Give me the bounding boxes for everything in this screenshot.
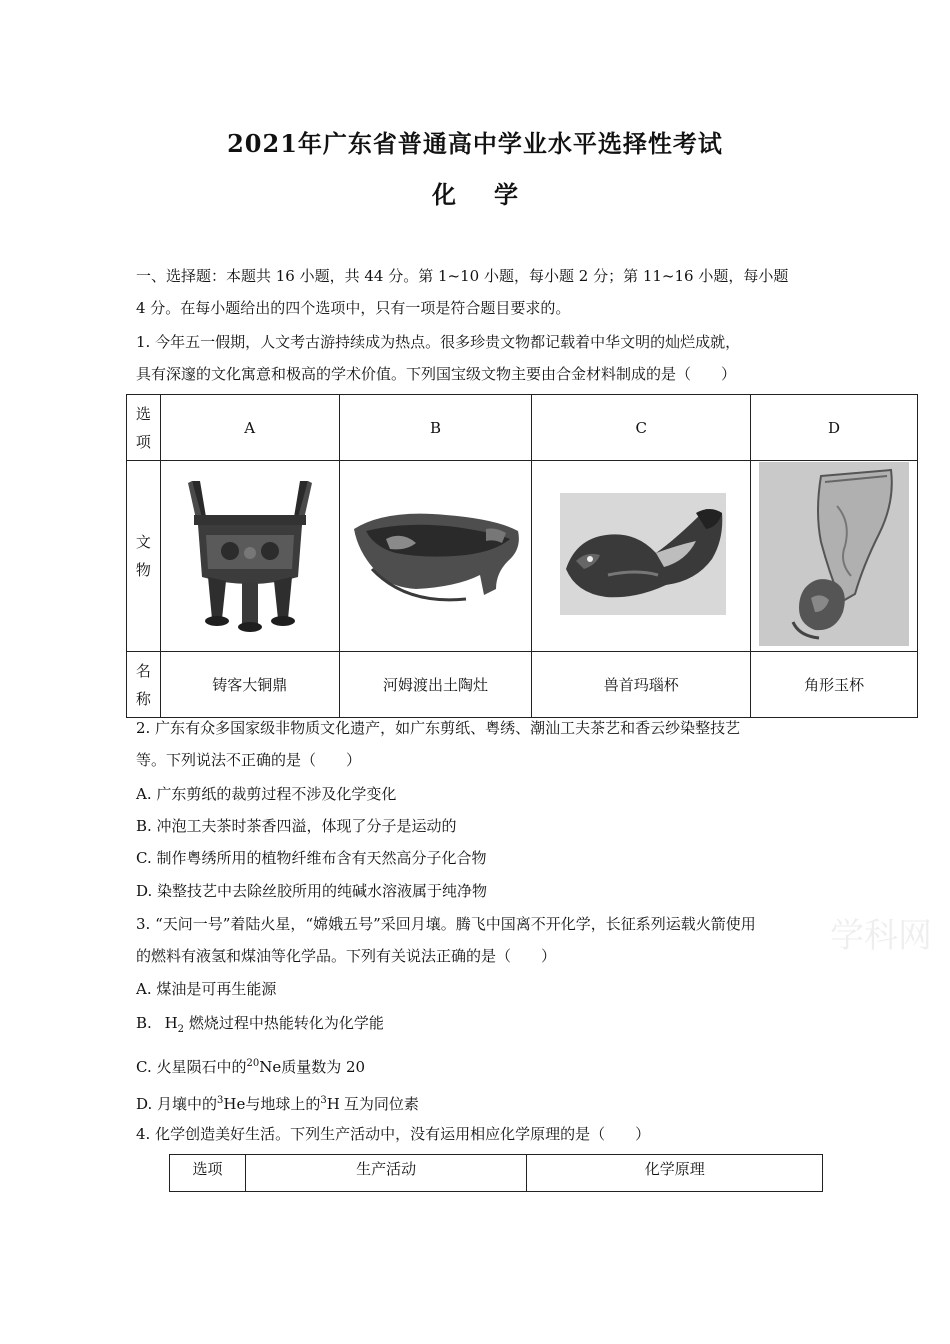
- element-symbol: He: [223, 1095, 246, 1113]
- q1-stem-line2: 具有深邃的文化寓意和极高的学术价值。下列国宝级文物主要由合金材料制成的是（ ）: [136, 365, 737, 383]
- option-text: 质量数为 20: [281, 1058, 366, 1076]
- table-row: [127, 395, 918, 461]
- pottery-stove-image: [346, 469, 526, 639]
- option-d-header: D: [751, 395, 918, 461]
- relic-image-c: [532, 461, 751, 652]
- q4-table: [169, 1154, 823, 1192]
- mass-number: 3: [320, 1095, 327, 1106]
- section-instruction-line2: 4 分。在每小题给出的四个选项中，只有一项是符合题目要求的。: [136, 299, 571, 317]
- relic-image-b: [339, 461, 532, 652]
- q1-relic-table: [126, 394, 918, 718]
- mass-number: 20: [246, 1058, 260, 1069]
- q2-option-a: A. 广东剪纸的裁剪过程不涉及化学变化: [136, 785, 397, 803]
- row-label-char: 选: [135, 404, 151, 423]
- element-symbol: H: [326, 1095, 340, 1113]
- q1-stem-line1: 1. 今年五一假期，人文考古游持续成为热点。很多珍贵文物都记载着中华文明的灿烂成就，: [136, 333, 741, 351]
- row-label-char: 项: [135, 432, 151, 451]
- bronze-ding-image: [170, 469, 330, 639]
- option-prefix: B.: [136, 1014, 152, 1032]
- option-c-header: C: [532, 395, 751, 461]
- formula-symbol: H: [164, 1014, 178, 1032]
- q2-stem-line1: 2. 广东有众多国家级非物质文化遗产，如广东剪纸、粤绣、潮汕工夫茶艺和香云纱染整技艺: [136, 719, 741, 737]
- row-label-name: [127, 652, 161, 718]
- relic-name-b: 河姆渡出土陶灶: [339, 652, 532, 718]
- option-text: D. 月壤中的: [136, 1095, 218, 1113]
- option-text: C. 火星陨石中的: [136, 1058, 247, 1076]
- q4-stem: 4. 化学创造美好生活。下列生产活动中，没有运用相应化学原理的是（ ）: [136, 1125, 651, 1143]
- option-a-header: A: [160, 395, 339, 461]
- relic-image-a: [160, 461, 339, 652]
- row-label-char: 物: [135, 561, 151, 579]
- jade-horn-cup-image: [759, 462, 909, 646]
- q3-stem-line2: 的燃料有液氢和煤油等化学品。下列有关说法正确的是（ ）: [136, 947, 557, 965]
- option-b-header: B: [339, 395, 532, 461]
- exam-title: 2021年广东省普通高中学业水平选择性考试: [227, 129, 723, 158]
- header-principle: 化学原理: [527, 1155, 823, 1192]
- subject-title: 化学: [432, 180, 556, 209]
- header-activity: 生产活动: [245, 1155, 527, 1192]
- relic-image-d: [751, 461, 918, 652]
- section-instruction-line1: 一、选择题：本题共 16 小题，共 44 分。第 1~10 小题，每小题 2 分；第 11~16 小题，每小题: [136, 267, 789, 285]
- q3-option-a: A. 煤油是可再生能源: [136, 980, 277, 998]
- formula-h2: [164, 1014, 185, 1035]
- option-text: 燃烧过程中热能转化为化学能: [188, 1014, 384, 1032]
- table-row: [127, 652, 918, 718]
- option-text: 互为同位素: [343, 1095, 419, 1113]
- q2-option-b: B. 冲泡工夫茶时茶香四溢，体现了分子是运动的: [136, 817, 457, 835]
- row-label-relic: [127, 461, 161, 652]
- q2-stem-line2: 等。下列说法不正确的是（ ）: [136, 751, 362, 769]
- table-row: [170, 1155, 823, 1192]
- relic-name-c: 兽首玛瑙杯: [532, 652, 751, 718]
- element-symbol: Ne: [259, 1058, 282, 1076]
- table-row: [127, 461, 918, 652]
- row-label-char: 文: [135, 533, 151, 551]
- q2-option-c: C. 制作粤绣所用的植物纤维布含有天然高分子化合物: [136, 849, 487, 867]
- q3-option-d: [136, 1091, 419, 1114]
- watermark: 学科网: [830, 916, 932, 956]
- formula-subscript: 2: [177, 1024, 185, 1035]
- relic-name-a: 铸客大铜鼎: [160, 652, 339, 718]
- agate-cup-image: [546, 469, 736, 639]
- q3-stem-line1: 3. “天问一号”着陆火星，“嫦娥五号”采回月壤。腾飞中国离不开化学，长征系列运载火箭使用: [136, 915, 756, 933]
- q2-option-d: D. 染整技艺中去除丝胶所用的纯碱水溶液属于纯净物: [136, 882, 488, 900]
- row-label-option: [127, 395, 161, 461]
- relic-name-d: 角形玉杯: [751, 652, 918, 718]
- q3-option-c: [136, 1054, 365, 1077]
- row-label-char: 称: [135, 689, 151, 708]
- header-option: 选项: [170, 1155, 246, 1192]
- mass-number: 3: [217, 1095, 224, 1106]
- row-label-char: 名: [135, 661, 151, 680]
- q3-option-b: [136, 1013, 384, 1040]
- option-text: 与地球上的: [245, 1095, 321, 1113]
